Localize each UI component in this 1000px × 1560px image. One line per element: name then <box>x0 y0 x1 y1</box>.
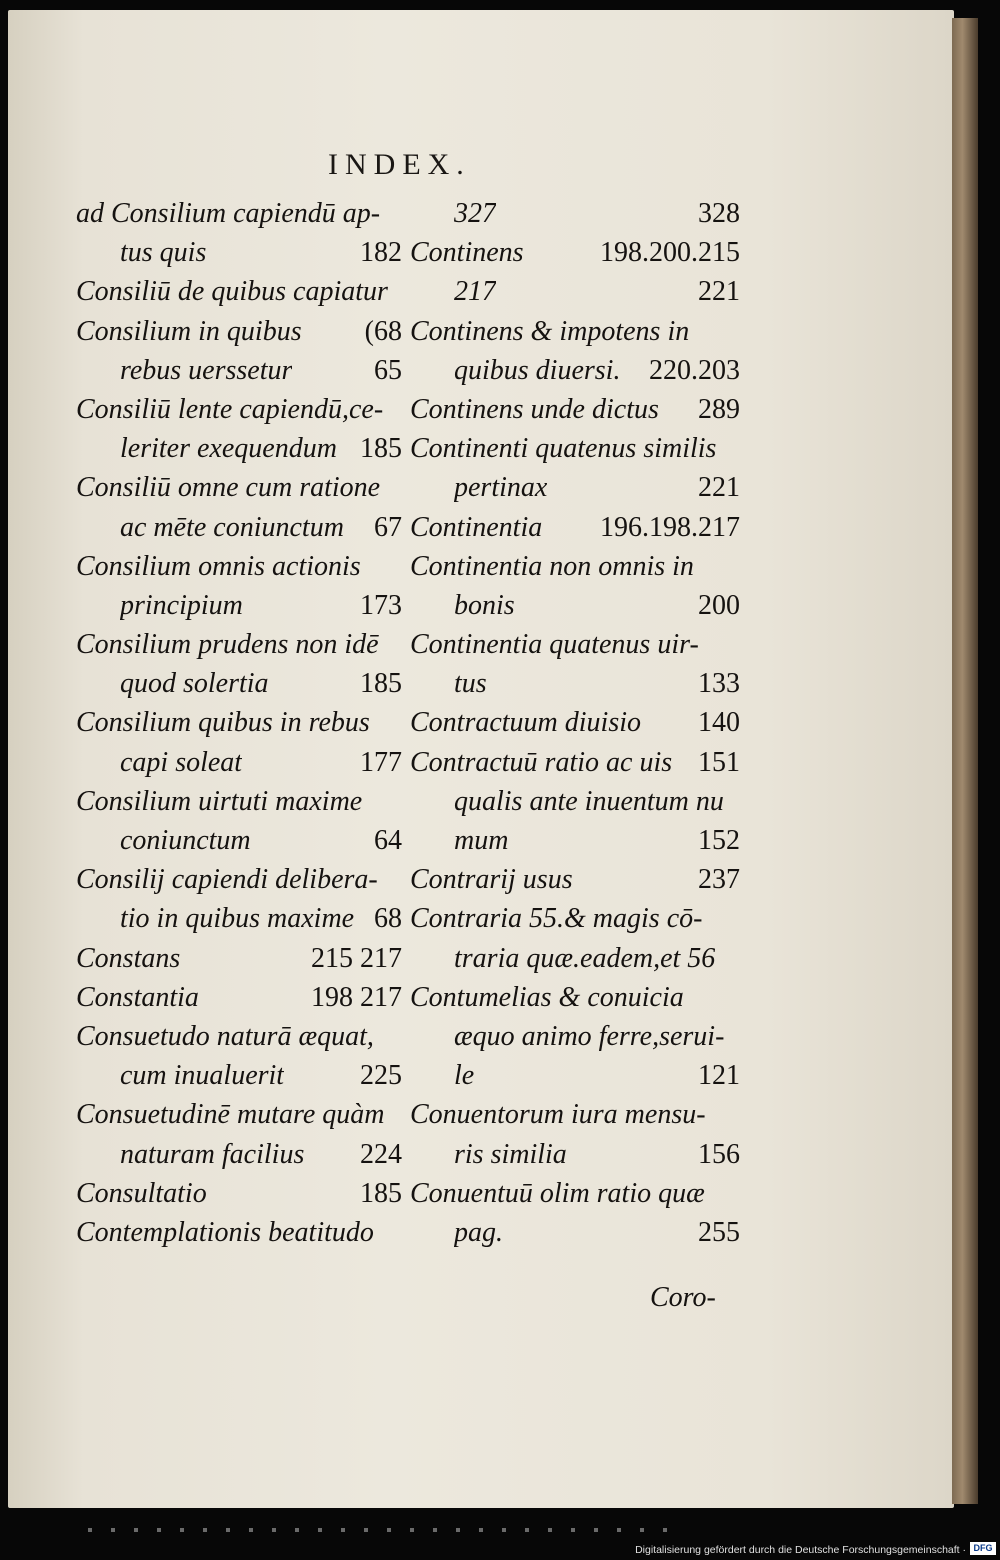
index-line <box>76 625 402 664</box>
page-reference: 221 <box>698 472 740 504</box>
index-term: traria quæ.eadem,et 56 <box>454 942 716 974</box>
index-line <box>76 1017 402 1056</box>
page-reference: 156 <box>698 1138 740 1170</box>
index-line <box>76 978 402 1017</box>
page-reference: 255 <box>698 1216 740 1248</box>
catchword: Coro- <box>650 1282 716 1313</box>
ruler-dot <box>88 1528 92 1532</box>
ruler-dot <box>456 1528 460 1532</box>
ruler-dot <box>111 1528 115 1532</box>
ruler-dot <box>640 1528 644 1532</box>
index-term: æquo animo ferre,serui- <box>454 1020 725 1052</box>
index-line <box>76 233 402 272</box>
index-line <box>76 1174 402 1213</box>
page-reference: 67 <box>374 511 402 543</box>
index-term: naturam facilius <box>120 1138 305 1170</box>
index-line <box>76 1056 402 1095</box>
index-line <box>76 1213 402 1252</box>
page-reference: 173 <box>360 589 402 621</box>
ruler-dot <box>134 1528 138 1532</box>
index-term: Continenti quatenus similis <box>410 433 717 465</box>
index-line <box>76 743 402 782</box>
index-term: rebus uerssetur <box>120 354 293 386</box>
page-reference: 198 217 <box>311 981 402 1013</box>
page-reference: 177 <box>360 746 402 778</box>
index-line <box>410 1095 740 1134</box>
page-reference: 224 <box>360 1138 402 1170</box>
ruler-dot <box>663 1528 667 1532</box>
ruler-dot <box>157 1528 161 1532</box>
page-reference: 289 <box>698 393 740 425</box>
index-line <box>76 899 402 938</box>
index-line <box>410 272 740 311</box>
index-term: ris similia <box>454 1138 567 1170</box>
ruler-dot <box>387 1528 391 1532</box>
index-line <box>410 625 740 664</box>
index-term: Consultatio <box>76 1177 207 1209</box>
index-term: tio in quibus maxime <box>120 903 355 935</box>
ruler-dot <box>571 1528 575 1532</box>
index-term: Conuentuū olim ratio quæ <box>410 1177 705 1209</box>
index-term: Consilium in quibus <box>76 315 302 347</box>
index-line <box>410 586 740 625</box>
index-term: le <box>454 1060 475 1092</box>
index-term: principium <box>120 589 243 621</box>
ruler-dot <box>341 1528 345 1532</box>
index-term: tus <box>454 668 487 700</box>
ruler-dot <box>180 1528 184 1532</box>
page-edge <box>952 18 978 1504</box>
page-reference: 220.203 <box>649 354 740 386</box>
index-term: coniunctum <box>120 825 251 856</box>
index-term: Constans <box>76 942 181 974</box>
index-term: Contrarij usus <box>410 864 573 896</box>
right-index-column <box>410 194 740 1252</box>
index-line <box>410 233 740 272</box>
ruler-dot <box>203 1528 207 1532</box>
digitization-credit: Digitalisierung gefördert durch die Deutsche Forschungsgemeinschaft · <box>635 1544 966 1556</box>
ruler-dot <box>479 1528 483 1532</box>
index-line <box>410 939 740 978</box>
index-term: qualis ante inuentum nu <box>454 785 724 817</box>
ruler-dot <box>548 1528 552 1532</box>
index-line <box>410 429 740 468</box>
scan-ruler <box>0 1528 1000 1534</box>
index-line <box>76 821 402 860</box>
ruler-dot <box>410 1528 414 1532</box>
index-term: Contraria 55.& magis cō- <box>410 903 703 935</box>
index-term: ac mēte coniunctum <box>120 511 344 543</box>
index-term: Contumelias & conuicia <box>410 981 684 1013</box>
index-line <box>76 508 402 547</box>
index-line <box>410 1135 740 1174</box>
index-line <box>410 860 740 899</box>
dfg-logo: DFG <box>970 1542 996 1555</box>
index-term: Consuetudo naturā æquat, <box>76 1020 374 1052</box>
ruler-dot <box>364 1528 368 1532</box>
page-reference: 182 <box>360 237 402 269</box>
index-line <box>410 978 740 1017</box>
page-reference: 225 <box>360 1060 402 1092</box>
index-term: bonis <box>454 589 515 621</box>
left-index-column <box>76 194 402 1252</box>
index-term: Continentia quatenus uir- <box>410 629 699 661</box>
index-term: Consiliū de quibus capiatur <box>76 276 388 308</box>
ruler-dot <box>249 1528 253 1532</box>
page-reference: 185 <box>360 1177 402 1209</box>
page-reference: (68 <box>364 315 402 347</box>
index-line <box>76 703 402 742</box>
index-term: Consiliū lente capiendū,ce- <box>76 393 384 425</box>
page-reference: 237 <box>698 864 740 896</box>
page-reference: 328 <box>698 198 740 229</box>
ruler-dot <box>525 1528 529 1532</box>
page-reference: 65 <box>374 354 402 386</box>
index-line <box>410 194 740 233</box>
index-line <box>410 899 740 938</box>
running-head: INDEX. <box>328 148 471 181</box>
index-term: quibus diuersi. <box>454 354 621 386</box>
index-term: Contractuū ratio ac uis <box>410 746 673 778</box>
index-line <box>410 508 740 547</box>
index-line <box>76 1095 402 1134</box>
index-line <box>410 1174 740 1213</box>
ruler-dot <box>502 1528 506 1532</box>
index-term: Conuentorum iura mensu- <box>410 1099 706 1131</box>
index-line <box>76 194 402 233</box>
index-term: Consilium quibus in rebus <box>76 707 370 739</box>
index-term: pertinax <box>454 472 548 504</box>
index-line <box>410 1056 740 1095</box>
page-reference: 198.200.215 <box>600 237 740 269</box>
index-term: Continentia non omnis in <box>410 550 694 582</box>
index-term: 217 <box>454 276 496 308</box>
index-line <box>76 664 402 703</box>
index-line <box>410 1213 740 1252</box>
ruler-dot <box>617 1528 621 1532</box>
index-line <box>76 272 402 311</box>
page-reference: 152 <box>698 825 740 856</box>
index-term: ad Consilium capiendū ap- <box>76 198 381 229</box>
index-line <box>410 664 740 703</box>
index-term: Continens <box>410 237 524 269</box>
index-line <box>410 1017 740 1056</box>
ruler-dot <box>226 1528 230 1532</box>
page-reference: 64 <box>374 825 402 856</box>
index-line <box>410 821 740 860</box>
ruler-dot <box>272 1528 276 1532</box>
index-line <box>76 429 402 468</box>
index-term: quod solertia <box>120 668 269 700</box>
ruler-dot <box>433 1528 437 1532</box>
index-term: 327 <box>454 198 496 229</box>
index-line <box>410 312 740 351</box>
index-line <box>410 468 740 507</box>
index-term: Consuetudinē mutare quàm <box>76 1099 385 1131</box>
index-term: Continens unde dictus <box>410 393 659 425</box>
page-reference: 215 217 <box>311 942 402 974</box>
index-line <box>76 782 402 821</box>
index-line <box>410 743 740 782</box>
index-term: Consiliū omne cum ratione <box>76 472 381 504</box>
index-term: Continens & impotens in <box>410 315 690 347</box>
ruler-dot <box>295 1528 299 1532</box>
index-term: Contractuum diuisio <box>410 707 642 739</box>
index-term: pag. <box>454 1216 503 1248</box>
page-reference: 200 <box>698 589 740 621</box>
index-term: Consilium omnis actionis <box>76 550 361 582</box>
page-reference: 185 <box>360 433 402 465</box>
index-term: Continentia <box>410 511 543 543</box>
index-line <box>76 312 402 351</box>
page-reference: 151 <box>698 746 740 778</box>
index-line <box>76 547 402 586</box>
index-term: Consilium uirtuti maxime <box>76 785 363 817</box>
index-line <box>410 782 740 821</box>
index-term: leriter exequendum <box>120 433 337 465</box>
index-line <box>410 351 740 390</box>
index-term: Constantia <box>76 981 199 1013</box>
page-reference: 185 <box>360 668 402 700</box>
ruler-dot <box>594 1528 598 1532</box>
page-reference: 196.198.217 <box>600 511 740 543</box>
index-line <box>76 586 402 625</box>
page-reference: 140 <box>698 707 740 739</box>
index-line <box>76 860 402 899</box>
index-term: Consilij capiendi delibera- <box>76 864 378 896</box>
index-line <box>76 1135 402 1174</box>
page-reference: 121 <box>698 1060 740 1092</box>
index-term: Consilium prudens non idē <box>76 629 379 661</box>
ruler-dot <box>318 1528 322 1532</box>
page-reference: 68 <box>374 903 402 935</box>
index-term: mum <box>454 825 509 856</box>
index-line <box>76 468 402 507</box>
index-line <box>76 351 402 390</box>
index-term: tus quis <box>120 237 207 269</box>
index-line <box>76 390 402 429</box>
index-line <box>410 390 740 429</box>
index-line <box>410 547 740 586</box>
page-reference: 221 <box>698 276 740 308</box>
index-term: Contemplationis beatitudo <box>76 1216 374 1248</box>
index-line <box>76 939 402 978</box>
index-term: cum inualuerit <box>120 1060 285 1092</box>
page-reference: 133 <box>698 668 740 700</box>
index-line <box>410 703 740 742</box>
index-term: capi soleat <box>120 746 243 778</box>
